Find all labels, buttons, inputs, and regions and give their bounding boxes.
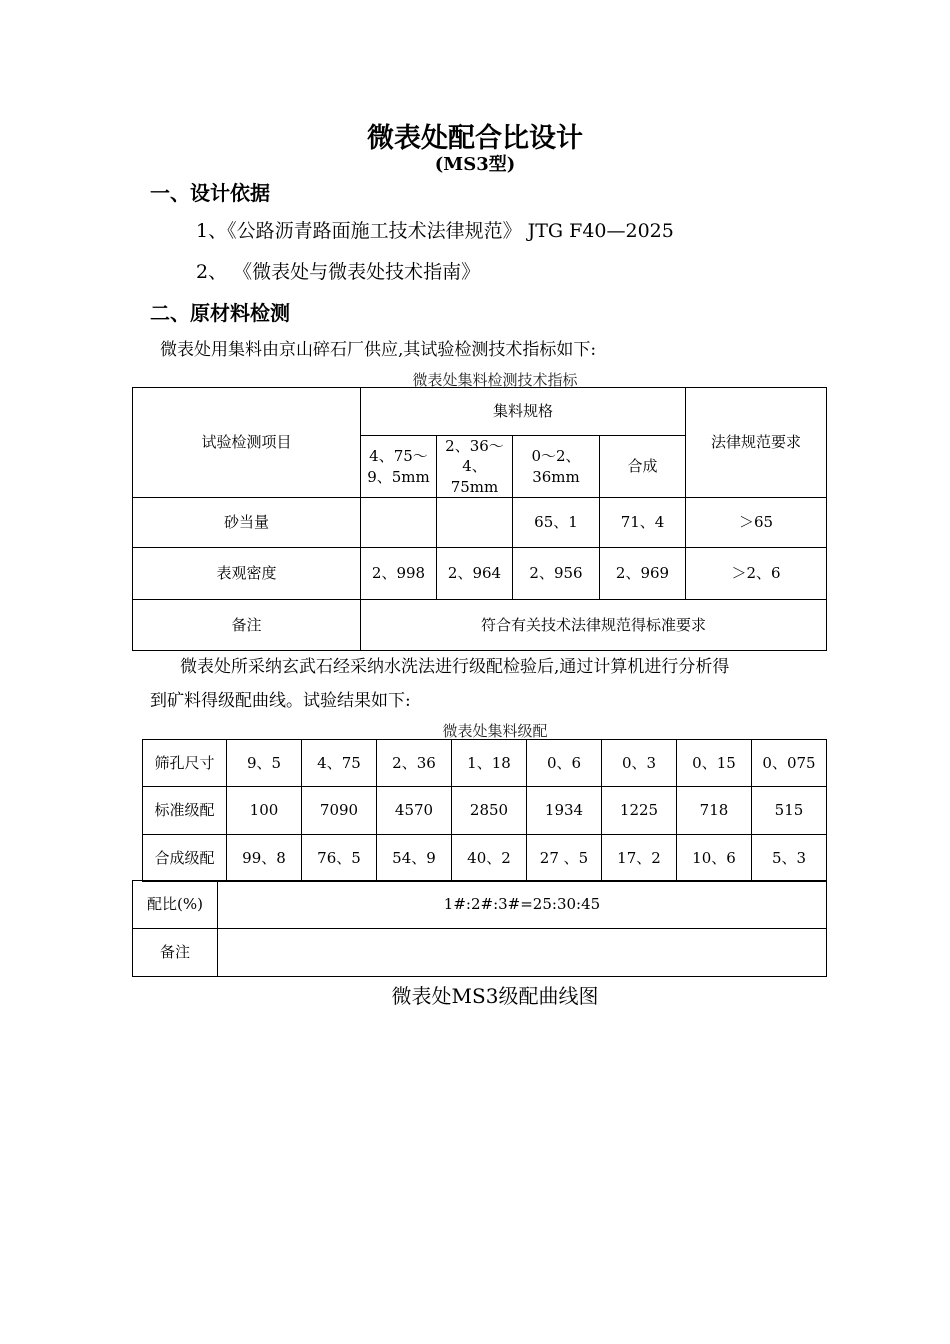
table-cell xyxy=(437,498,513,548)
header-size-combined: 合成 xyxy=(600,436,686,498)
header-requirement: 法律规范要求 xyxy=(686,388,827,498)
table-row xyxy=(143,740,827,787)
table-cell: 1225 xyxy=(602,787,677,835)
table-cell: ＞2、6 xyxy=(686,548,827,600)
table-cell: 2、969 xyxy=(600,548,686,600)
table-cell xyxy=(361,498,437,548)
table-cell: 99、8 xyxy=(227,835,302,882)
table-cell: 1、18 xyxy=(452,740,527,787)
table-cell: 0、3 xyxy=(602,740,677,787)
note-cell: 符合有关技术法律规范得标准要求 xyxy=(361,600,827,651)
table1-caption: 微表处集料检测技术指标 xyxy=(412,371,578,389)
document-title: 微表处配合比设计 xyxy=(367,123,583,154)
table-cell: 0、075 xyxy=(752,740,827,787)
table-cell: 2、956 xyxy=(513,548,600,600)
table-row xyxy=(133,548,827,600)
table-row xyxy=(133,929,827,977)
header-size-3: 0～2、36mm xyxy=(513,436,600,498)
table-cell: 54、9 xyxy=(377,835,452,882)
header-size-1: 4、75～9、5mm xyxy=(361,436,437,498)
table-cell: 9、5 xyxy=(227,740,302,787)
table-row xyxy=(133,498,827,548)
row-label: 砂当量 xyxy=(133,498,361,548)
table2-caption: 微表处集料级配 xyxy=(442,722,548,740)
row-label: 备注 xyxy=(133,929,218,977)
header-test-item: 试验检测项目 xyxy=(133,388,361,498)
table-cell: 2、36 xyxy=(377,740,452,787)
document-subtitle: (MS3型) xyxy=(434,154,516,175)
basis-item-2: 2、 《微表处与微表处技术指南》 xyxy=(196,261,481,283)
header-size-2: 2、36～4、75mm xyxy=(437,436,513,498)
table-row xyxy=(143,835,827,882)
table-row xyxy=(143,787,827,835)
table-cell: 0、15 xyxy=(677,740,752,787)
table-cell: 1934 xyxy=(527,787,602,835)
aggregate-test-table xyxy=(132,387,827,651)
table-cell: ＞65 xyxy=(686,498,827,548)
row-label: 筛孔尺寸 xyxy=(143,740,227,787)
header-aggregate-spec: 集料规格 xyxy=(361,388,686,436)
table-row xyxy=(133,881,827,929)
table-cell: 4、75 xyxy=(302,740,377,787)
row-label: 表观密度 xyxy=(133,548,361,600)
section-heading-basis: 一、设计依据 xyxy=(150,181,270,205)
table-cell: 515 xyxy=(752,787,827,835)
gradation-curve-title: 微表处MS3级配曲线图 xyxy=(391,984,599,1008)
note-cell xyxy=(218,929,827,977)
gradation-table xyxy=(142,739,827,882)
row-label: 标准级配 xyxy=(143,787,227,835)
ratio-cell: 1#:2#:3#=25:30:45 xyxy=(218,881,827,929)
table-cell: 65、1 xyxy=(513,498,600,548)
table-row xyxy=(133,600,827,651)
row-label: 备注 xyxy=(133,600,361,651)
table-cell: 4570 xyxy=(377,787,452,835)
table-cell: 2850 xyxy=(452,787,527,835)
table-cell: 718 xyxy=(677,787,752,835)
table-cell: 2、964 xyxy=(437,548,513,600)
row-label: 配比(%) xyxy=(133,881,218,929)
table-cell: 76、5 xyxy=(302,835,377,882)
table-cell: 0、6 xyxy=(527,740,602,787)
basis-item-1: 1、《公路沥青路面施工技术法律规范》 JTG F40—2025 xyxy=(196,220,674,242)
table-cell: 17、2 xyxy=(602,835,677,882)
table-cell: 71、4 xyxy=(600,498,686,548)
table-cell: 100 xyxy=(227,787,302,835)
table-cell: 5、3 xyxy=(752,835,827,882)
intro-paragraph: 微表处用集料由京山碎石厂供应,其试验检测技术指标如下: xyxy=(160,340,597,360)
row-label: 合成级配 xyxy=(143,835,227,882)
table-cell: 2、998 xyxy=(361,548,437,600)
mix-ratio-table xyxy=(132,880,827,977)
table-cell: 40、2 xyxy=(452,835,527,882)
section-heading-materials: 二、原材料检测 xyxy=(150,301,290,325)
table-cell: 10、6 xyxy=(677,835,752,882)
table-cell: 27 、5 xyxy=(527,835,602,882)
paragraph-line-1: 微表处所采纳玄武石经采纳水洗法进行级配检验后,通过计算机进行分析得 xyxy=(180,657,730,677)
table-cell: 7090 xyxy=(302,787,377,835)
paragraph-line-2: 到矿料得级配曲线。试验结果如下: xyxy=(150,691,411,711)
